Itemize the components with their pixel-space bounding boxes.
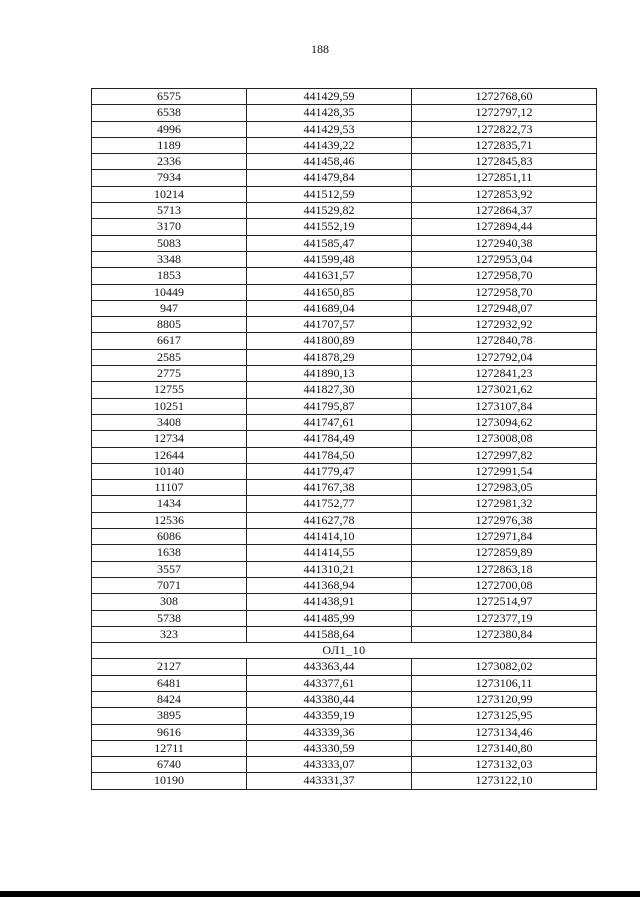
y-coordinate-cell: 1272514,97 bbox=[412, 594, 597, 610]
table-row bbox=[92, 724, 597, 740]
y-coordinate-cell: 1273106,11 bbox=[412, 675, 597, 691]
x-coordinate-cell: 441599,48 bbox=[247, 251, 412, 267]
x-coordinate-cell: 441800,89 bbox=[247, 333, 412, 349]
y-coordinate-cell: 1272863,18 bbox=[412, 561, 597, 577]
x-coordinate-cell: 441479,84 bbox=[247, 170, 412, 186]
table-row bbox=[92, 480, 597, 496]
y-coordinate-cell: 1272940,38 bbox=[412, 235, 597, 251]
table-row bbox=[92, 414, 597, 430]
y-coordinate-cell: 1272768,60 bbox=[412, 89, 597, 105]
x-coordinate-cell: 441779,47 bbox=[247, 463, 412, 479]
point-number-cell: 2585 bbox=[92, 349, 247, 365]
point-number-cell: 9616 bbox=[92, 724, 247, 740]
x-coordinate-cell: 441439,22 bbox=[247, 137, 412, 153]
table-row bbox=[92, 154, 597, 170]
y-coordinate-cell: 1272958,70 bbox=[412, 268, 597, 284]
y-coordinate-cell: 1273125,95 bbox=[412, 708, 597, 724]
section-title: ОЛ1_10 bbox=[92, 643, 597, 659]
y-coordinate-cell: 1272953,04 bbox=[412, 251, 597, 267]
y-coordinate-cell: 1272981,32 bbox=[412, 496, 597, 512]
table-row bbox=[92, 691, 597, 707]
point-number-cell: 1638 bbox=[92, 545, 247, 561]
bottom-border bbox=[0, 891, 640, 897]
x-coordinate-cell: 441588,64 bbox=[247, 626, 412, 642]
y-coordinate-cell: 1272958,70 bbox=[412, 284, 597, 300]
point-number-cell: 5713 bbox=[92, 203, 247, 219]
y-coordinate-cell: 1273094,62 bbox=[412, 414, 597, 430]
x-coordinate-cell: 441784,50 bbox=[247, 447, 412, 463]
point-number-cell: 6740 bbox=[92, 757, 247, 773]
y-coordinate-cell: 1273120,99 bbox=[412, 691, 597, 707]
x-coordinate-cell: 441707,57 bbox=[247, 317, 412, 333]
y-coordinate-cell: 1272377,19 bbox=[412, 610, 597, 626]
x-coordinate-cell: 443339,36 bbox=[247, 724, 412, 740]
point-number-cell: 12734 bbox=[92, 431, 247, 447]
table-row bbox=[92, 349, 597, 365]
x-coordinate-cell: 441747,61 bbox=[247, 414, 412, 430]
y-coordinate-cell: 1272894,44 bbox=[412, 219, 597, 235]
point-number-cell: 12536 bbox=[92, 512, 247, 528]
y-coordinate-cell: 1272971,84 bbox=[412, 529, 597, 545]
y-coordinate-cell: 1272997,82 bbox=[412, 447, 597, 463]
point-number-cell: 7071 bbox=[92, 577, 247, 593]
x-coordinate-cell: 441485,99 bbox=[247, 610, 412, 626]
y-coordinate-cell: 1272859,89 bbox=[412, 545, 597, 561]
x-coordinate-cell: 441752,77 bbox=[247, 496, 412, 512]
point-number-cell: 10251 bbox=[92, 398, 247, 414]
x-coordinate-cell: 441827,30 bbox=[247, 382, 412, 398]
point-number-cell: 6575 bbox=[92, 89, 247, 105]
y-coordinate-cell: 1273122,10 bbox=[412, 773, 597, 789]
point-number-cell: 4996 bbox=[92, 121, 247, 137]
point-number-cell: 8805 bbox=[92, 317, 247, 333]
table-row bbox=[92, 137, 597, 153]
y-coordinate-cell: 1272822,73 bbox=[412, 121, 597, 137]
x-coordinate-cell: 441512,59 bbox=[247, 186, 412, 202]
x-coordinate-cell: 441428,35 bbox=[247, 105, 412, 121]
table-row bbox=[92, 105, 597, 121]
y-coordinate-cell: 1272841,23 bbox=[412, 366, 597, 382]
x-coordinate-cell: 441552,19 bbox=[247, 219, 412, 235]
x-coordinate-cell: 441529,82 bbox=[247, 203, 412, 219]
point-number-cell: 1189 bbox=[92, 137, 247, 153]
point-number-cell: 3557 bbox=[92, 561, 247, 577]
point-number-cell: 12644 bbox=[92, 447, 247, 463]
table-row bbox=[92, 121, 597, 137]
y-coordinate-cell: 1272991,54 bbox=[412, 463, 597, 479]
y-coordinate-cell: 1273008,08 bbox=[412, 431, 597, 447]
point-number-cell: 1434 bbox=[92, 496, 247, 512]
y-coordinate-cell: 1272845,83 bbox=[412, 154, 597, 170]
x-coordinate-cell: 441878,29 bbox=[247, 349, 412, 365]
point-number-cell: 2336 bbox=[92, 154, 247, 170]
x-coordinate-cell: 443330,59 bbox=[247, 740, 412, 756]
point-number-cell: 10140 bbox=[92, 463, 247, 479]
table-row bbox=[92, 561, 597, 577]
point-number-cell: 6538 bbox=[92, 105, 247, 121]
x-coordinate-cell: 443377,61 bbox=[247, 675, 412, 691]
section-header-row bbox=[92, 643, 597, 659]
x-coordinate-cell: 443363,44 bbox=[247, 659, 412, 675]
point-number-cell: 6086 bbox=[92, 529, 247, 545]
x-coordinate-cell: 441368,94 bbox=[247, 577, 412, 593]
x-coordinate-cell: 441631,57 bbox=[247, 268, 412, 284]
table-row bbox=[92, 773, 597, 789]
point-number-cell: 2127 bbox=[92, 659, 247, 675]
point-number-cell: 8424 bbox=[92, 691, 247, 707]
x-coordinate-cell: 441310,21 bbox=[247, 561, 412, 577]
y-coordinate-cell: 1272853,92 bbox=[412, 186, 597, 202]
coordinates-table bbox=[91, 88, 597, 790]
x-coordinate-cell: 443333,07 bbox=[247, 757, 412, 773]
y-coordinate-cell: 1272380,84 bbox=[412, 626, 597, 642]
table-row bbox=[92, 496, 597, 512]
point-number-cell: 3895 bbox=[92, 708, 247, 724]
point-number-cell: 12755 bbox=[92, 382, 247, 398]
point-number-cell: 5083 bbox=[92, 235, 247, 251]
y-coordinate-cell: 1272932,92 bbox=[412, 317, 597, 333]
table-row bbox=[92, 757, 597, 773]
x-coordinate-cell: 441689,04 bbox=[247, 300, 412, 316]
table-row bbox=[92, 284, 597, 300]
point-number-cell: 308 bbox=[92, 594, 247, 610]
point-number-cell: 12711 bbox=[92, 740, 247, 756]
y-coordinate-cell: 1272983,05 bbox=[412, 480, 597, 496]
y-coordinate-cell: 1273140,80 bbox=[412, 740, 597, 756]
point-number-cell: 1853 bbox=[92, 268, 247, 284]
point-number-cell: 7934 bbox=[92, 170, 247, 186]
table-row bbox=[92, 675, 597, 691]
point-number-cell: 3170 bbox=[92, 219, 247, 235]
point-number-cell: 323 bbox=[92, 626, 247, 642]
table-row bbox=[92, 512, 597, 528]
point-number-cell: 10214 bbox=[92, 186, 247, 202]
y-coordinate-cell: 1273107,84 bbox=[412, 398, 597, 414]
y-coordinate-cell: 1272835,71 bbox=[412, 137, 597, 153]
table-row bbox=[92, 626, 597, 642]
table-row bbox=[92, 300, 597, 316]
table-row bbox=[92, 463, 597, 479]
y-coordinate-cell: 1272976,38 bbox=[412, 512, 597, 528]
table-row bbox=[92, 447, 597, 463]
table-row bbox=[92, 398, 597, 414]
y-coordinate-cell: 1272700,08 bbox=[412, 577, 597, 593]
table-row bbox=[92, 594, 597, 610]
x-coordinate-cell: 443359,19 bbox=[247, 708, 412, 724]
y-coordinate-cell: 1273132,03 bbox=[412, 757, 597, 773]
x-coordinate-cell: 441458,46 bbox=[247, 154, 412, 170]
point-number-cell: 6481 bbox=[92, 675, 247, 691]
x-coordinate-cell: 441795,87 bbox=[247, 398, 412, 414]
table-row bbox=[92, 251, 597, 267]
point-number-cell: 3408 bbox=[92, 414, 247, 430]
x-coordinate-cell: 441429,53 bbox=[247, 121, 412, 137]
table-row bbox=[92, 186, 597, 202]
point-number-cell: 3348 bbox=[92, 251, 247, 267]
y-coordinate-cell: 1272851,11 bbox=[412, 170, 597, 186]
point-number-cell: 5738 bbox=[92, 610, 247, 626]
table-row bbox=[92, 333, 597, 349]
table-row bbox=[92, 382, 597, 398]
table-row bbox=[92, 268, 597, 284]
x-coordinate-cell: 441767,38 bbox=[247, 480, 412, 496]
table-row bbox=[92, 366, 597, 382]
table-row bbox=[92, 89, 597, 105]
x-coordinate-cell: 443380,44 bbox=[247, 691, 412, 707]
y-coordinate-cell: 1272948,07 bbox=[412, 300, 597, 316]
y-coordinate-cell: 1273082,02 bbox=[412, 659, 597, 675]
table-row bbox=[92, 317, 597, 333]
point-number-cell: 6617 bbox=[92, 333, 247, 349]
y-coordinate-cell: 1272797,12 bbox=[412, 105, 597, 121]
point-number-cell: 947 bbox=[92, 300, 247, 316]
page-number: 188 bbox=[311, 42, 329, 56]
table-row bbox=[92, 219, 597, 235]
x-coordinate-cell: 441429,59 bbox=[247, 89, 412, 105]
y-coordinate-cell: 1273021,62 bbox=[412, 382, 597, 398]
x-coordinate-cell: 441414,55 bbox=[247, 545, 412, 561]
x-coordinate-cell: 441627,78 bbox=[247, 512, 412, 528]
table-row bbox=[92, 170, 597, 186]
table-row bbox=[92, 610, 597, 626]
table-row bbox=[92, 740, 597, 756]
x-coordinate-cell: 441414,10 bbox=[247, 529, 412, 545]
table-row bbox=[92, 529, 597, 545]
table-row bbox=[92, 577, 597, 593]
table-row bbox=[92, 708, 597, 724]
x-coordinate-cell: 441890,13 bbox=[247, 366, 412, 382]
point-number-cell: 2775 bbox=[92, 366, 247, 382]
table-row bbox=[92, 545, 597, 561]
y-coordinate-cell: 1272792,04 bbox=[412, 349, 597, 365]
table-row bbox=[92, 659, 597, 675]
point-number-cell: 11107 bbox=[92, 480, 247, 496]
point-number-cell: 10190 bbox=[92, 773, 247, 789]
table-row bbox=[92, 203, 597, 219]
x-coordinate-cell: 441438,91 bbox=[247, 594, 412, 610]
point-number-cell: 10449 bbox=[92, 284, 247, 300]
x-coordinate-cell: 441585,47 bbox=[247, 235, 412, 251]
x-coordinate-cell: 441650,85 bbox=[247, 284, 412, 300]
x-coordinate-cell: 443331,37 bbox=[247, 773, 412, 789]
y-coordinate-cell: 1273134,46 bbox=[412, 724, 597, 740]
table-row bbox=[92, 235, 597, 251]
y-coordinate-cell: 1272840,78 bbox=[412, 333, 597, 349]
table-row bbox=[92, 431, 597, 447]
y-coordinate-cell: 1272864,37 bbox=[412, 203, 597, 219]
x-coordinate-cell: 441784,49 bbox=[247, 431, 412, 447]
